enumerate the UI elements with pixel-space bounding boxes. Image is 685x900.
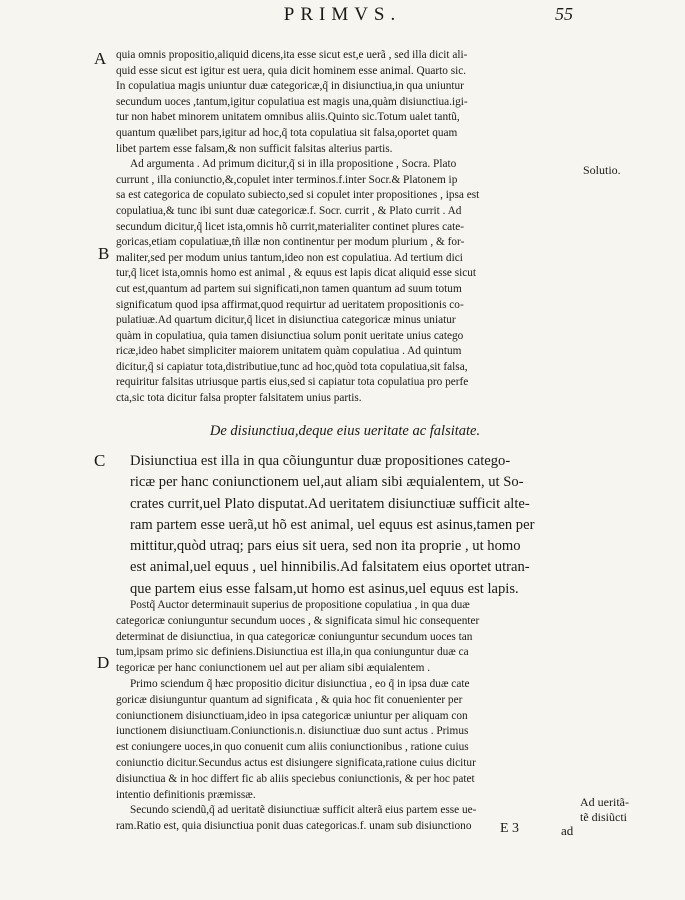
page-header bbox=[0, 4, 685, 30]
text-line: secundum dicitur,q̃ licet ista,omnis hõ currit,materialiter continet plures cate- bbox=[116, 220, 465, 233]
commentary-section-2 bbox=[116, 598, 574, 835]
text-line: ricæ,ideo habet simpliciter maiorem unitatem quàm copulatiua . Ad quintum bbox=[116, 345, 462, 358]
text-line: currunt , illa coniunctio,&,copulet inter terminos.f.inter Socr.& Platonem ip bbox=[116, 173, 458, 186]
text-line: dicitur,q̃ si capiatur tota,distributiue,tunc ad hoc,quòd tota copulatiua,sit falsa, bbox=[116, 360, 468, 373]
text-line: tegoricæ per hanc coniunctionem uel aut per aliam sibi æquialentem . bbox=[116, 662, 431, 675]
section-heading: De disiunctiua,deque eius ueritate ac falsitate. bbox=[209, 423, 481, 439]
text-line: quia omnis propositio,aliquid dicens,ita esse sicut est,e uerã , sed illa dicit ali- bbox=[116, 49, 468, 61]
text-line: crates currit,uel Plato disputat.Ad ueritatem disiunctiuæ sufficit alte- bbox=[130, 495, 530, 512]
text-line: goricæ disiunguntur quantum ad significata , & quia hoc fit conuenienter per bbox=[116, 693, 463, 706]
text-line: tum,ipsam primo sic definiens.Disiunctiua est illa,in qua coniunguntur duæ ca bbox=[116, 646, 469, 659]
margin-letter-d: D bbox=[97, 653, 110, 672]
text-line: mittitur,quòd utraq; pars eius sit uera, sed non ita proprie , ut homo bbox=[130, 538, 521, 555]
running-title: PRIMVS. bbox=[283, 4, 402, 25]
text-line: intentio definitionis præmissæ. bbox=[116, 788, 256, 801]
text-line: ram.Ratio est, quia disiunctiua ponit duas categoricas.f. unam sub disiunctiono bbox=[116, 820, 472, 833]
text-line: cta,sic tota dicitur falsa propter falsitatem unius partis. bbox=[116, 392, 362, 405]
text-line: tur,q̃ licet ista,omnis homo est animal , & equus est lapis dicat aliquid esse sicut bbox=[116, 267, 477, 280]
text-line: est coniungere uoces,in quo conuenit cum aliis coniunctionibus , ratione cuius bbox=[116, 741, 469, 754]
text-line: quantum quælibet pars,igitur ad hoc,q̃ tota copulatiua sit falsa,oportet quam bbox=[116, 126, 458, 139]
text-line: goricas,etiam copulatiuæ,tñ illæ non continentur per modum plurium , & for- bbox=[116, 236, 465, 249]
text-line: quàm in copulatiua, quia tamen disiunctiua solum ponit ueritate unius catego bbox=[116, 329, 464, 342]
text-line: Ad argumenta . Ad primum dicitur,q̃ si in illa propositione , Socra. Plato bbox=[130, 158, 457, 171]
margin-letter-b: B bbox=[98, 244, 110, 263]
text-line: significatum quod ipsa affirmat,quod requirtur ad ueritatem propositionis co- bbox=[116, 298, 464, 311]
text-line: requiritur falsitas utriusque partis eius,sed si capiatur tota copulatiua pro perfe bbox=[116, 376, 469, 389]
text-line: determinat de disiunctiua, in qua categoricæ coniunguntur secundum uoces tan bbox=[116, 630, 473, 643]
text-line: In copulatiua magis uniuntur duæ categoricæ,q̃ in disiunctiua,in qua uniuntur bbox=[116, 80, 464, 93]
text-line: Postq̃ Auctor determinauit superius de propositione copulatiua , in qua duæ bbox=[130, 599, 470, 611]
text-line: Primo sciendum q̃ hæc propositio dicitur disiunctiua , eo q̃ in ipsa duæ cate bbox=[130, 677, 470, 690]
text-line: tur non habet minorem unitatem omnibus aliis.Quinto sic.Totum ualet tantũ, bbox=[116, 111, 460, 124]
text-line: categoricæ coniunguntur secundum uoces , & significata simul hic consequenter bbox=[116, 614, 480, 627]
text-line: ricæ per hanc coniunctionem uel,aut aliam sibi æquialentem, ut So- bbox=[130, 474, 524, 491]
text-line: secundum uoces ,tantum,igitur copulatiua est magis una,quàm disiunctiua.igi- bbox=[116, 95, 468, 108]
text-line: cut est,quantum ad partem sui significati,non tamen quantum ad suum totum bbox=[116, 282, 462, 295]
text-line: pulatiuæ.Ad quartum dicitur,q̃ licet in disiunctiua categoricæ minus uniatur bbox=[116, 314, 456, 327]
text-line: Disiunctiua est illa in qua cõiunguntur duæ propositiones catego- bbox=[130, 453, 511, 469]
commentary-section-1 bbox=[116, 48, 574, 407]
definition-section bbox=[130, 451, 574, 600]
side-note-ad-veritatem-1: Ad ueritã- bbox=[580, 795, 629, 809]
text-line: est animal,uel equus , uel hinnibilis.Ad falsitatem eius oportet utran- bbox=[130, 559, 530, 576]
text-line: coniunctio dicitur.Secundus actus est disiungere significata,ratione cuius dicitur bbox=[116, 756, 476, 769]
text-line: libet partem esse falsam,& non sufficit falsitas alterius partis. bbox=[116, 142, 393, 155]
text-line: maliter,sed per modum unius tantum,ideo non est copulatiua. Ad tertium dici bbox=[116, 251, 463, 264]
margin-letter-c: C bbox=[94, 451, 106, 470]
text-line: que partem eius esse falsam,ut homo est asinus,uel equus est lapis. bbox=[130, 580, 519, 597]
text-line: sa est categorica de copulato subiecto,sed si copulet inter propositiones , ipsa est bbox=[116, 189, 480, 202]
text-line: quid esse sicut est igitur est uera, quia dicit hominem esse animal. Quarto sic. bbox=[116, 64, 467, 77]
side-note-solutio: Solutio. bbox=[583, 163, 621, 177]
text-line: copulatiua,& tunc ibi sunt duæ categoricæ.f. Socr. currit , & Plato currit . Ad bbox=[116, 204, 462, 217]
text-line: ram partem esse uerã,ut hõ est animal, uel equus est asinus,tamen per bbox=[130, 516, 535, 533]
text-line: iunctionem disiunctiuam.Coniunctionis.n. disiunctiuæ duo sunt actus . Primus bbox=[116, 725, 469, 738]
text-line: disiunctiua & in hoc differt fic ab aliis speciebus coniunctionis, & per hoc patet bbox=[116, 772, 475, 785]
margin-letter-a: A bbox=[94, 49, 107, 68]
page-number: 55 bbox=[555, 4, 573, 24]
side-note-ad-veritatem-2: tẽ disiũcti bbox=[580, 810, 627, 824]
signature-mark: E 3 bbox=[500, 821, 520, 836]
text-line: Secundo sciendũ,q̃ ad ueritatẽ disiunctiuæ sufficit alterã eius partem esse ue- bbox=[130, 804, 477, 817]
text-line: coniunctionem disiunctiuam,ideo in ipsa categoricæ uniuntur per aliquam con bbox=[116, 709, 468, 722]
catchword: ad bbox=[561, 823, 574, 838]
